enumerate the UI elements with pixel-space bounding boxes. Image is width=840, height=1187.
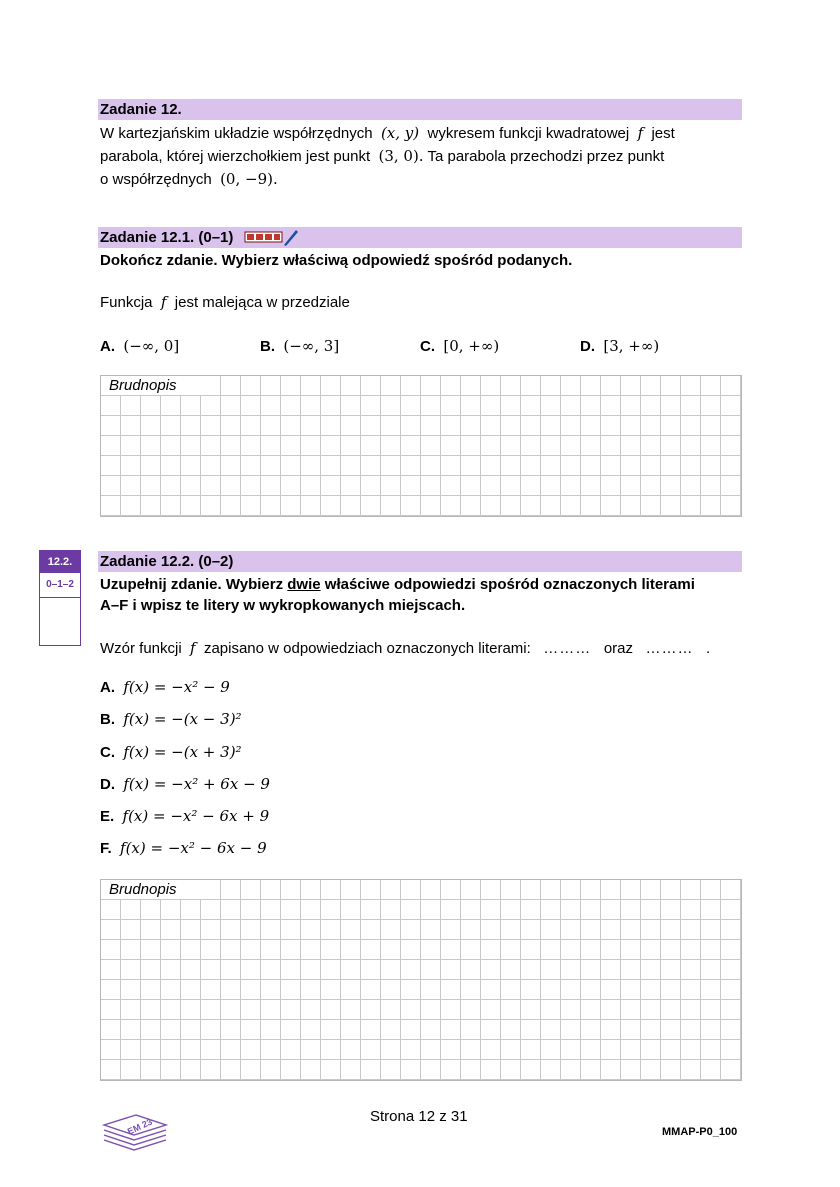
- task-12-heading-bar: [98, 99, 742, 120]
- option-12-2-e[interactable]: E. f(x) = −x² − 6x + 9: [100, 807, 270, 825]
- math-point: (0, −9).: [220, 170, 278, 188]
- score-points: 0–1–2: [40, 573, 80, 598]
- task-12-1-instruction: Dokończ zdanie. Wybierz właściwą odpowiedź spośród podanych.: [100, 252, 573, 269]
- option-12-2-b[interactable]: B. f(x) = −(x − 3)²: [100, 710, 242, 728]
- task-12-text-line-3: o współrzędnych (0, −9).: [100, 170, 278, 188]
- score-task-number: 12.2.: [40, 551, 80, 573]
- option-12-2-d[interactable]: D. f(x) = −x² + 6x − 9: [100, 775, 270, 793]
- task-12-2-heading: Zadanie 12.2. (0–2): [100, 553, 234, 570]
- task-12-1-stem: Funkcja f jest malejąca w przedziale: [100, 293, 350, 311]
- task-12-text-line-1: W kartezjańskim układzie współrzędnych (x, y) wykresem funkcji kwadratowej f jest: [100, 124, 675, 142]
- math-vertex: (3, 0).: [378, 147, 424, 165]
- task-12-2-instruction-line-1: Uzupełnij zdanie. Wybierz dwie właściwe odpowiedzi spośród oznaczonych literami: [100, 576, 695, 593]
- task-12-2-heading-bar: [98, 551, 742, 572]
- logo-text: EM 23: [125, 1116, 154, 1137]
- math-xy: (x, y): [380, 124, 420, 142]
- task-12-2-stem: Wzór funkcji f zapisano w odpowiedziach oznaczonych literami: ……… oraz ……… .: [100, 639, 711, 657]
- task-12-1-heading-bar: [98, 227, 742, 248]
- task-12-heading: Zadanie 12.: [100, 101, 182, 118]
- option-12-1-a[interactable]: A. (−∞, 0]: [100, 337, 180, 355]
- option-12-1-c[interactable]: C. [0, +∞): [420, 337, 500, 355]
- option-12-2-a[interactable]: A. f(x) = −x² − 9: [100, 678, 230, 696]
- task-12-text-line-2: parabola, której wierzchołkiem jest punkt (3, 0). Ta parabola przechodzi przez punkt: [100, 147, 665, 165]
- digital-task-icon: [244, 228, 300, 246]
- option-12-1-d[interactable]: D. [3, +∞): [580, 337, 660, 355]
- answer-blank-1[interactable]: ………: [543, 640, 592, 657]
- draft-label: Brudnopis: [101, 376, 201, 395]
- option-12-1-b[interactable]: B. (−∞, 3]: [260, 337, 340, 355]
- draft-label: Brudnopis: [101, 880, 201, 899]
- page-number: Strona 12 z 31: [370, 1108, 468, 1125]
- task-12-2-instruction-line-2: A–F i wpisz te litery w wykropkowanych miejscach.: [100, 597, 466, 614]
- option-12-2-f[interactable]: F. f(x) = −x² − 6x − 9: [100, 839, 267, 857]
- exam-code: MMAP-P0_100: [662, 1126, 738, 1138]
- score-field[interactable]: [40, 598, 80, 644]
- task-12-1-heading: Zadanie 12.1. (0–1): [100, 229, 234, 246]
- answer-blank-2[interactable]: ………: [645, 640, 694, 657]
- exam-logo: [100, 1106, 170, 1154]
- draft-grid-12-1[interactable]: [100, 375, 742, 517]
- option-12-2-c[interactable]: C. f(x) = −(x + 3)²: [100, 743, 242, 761]
- draft-grid-12-2[interactable]: [100, 879, 742, 1081]
- score-box: [39, 550, 81, 646]
